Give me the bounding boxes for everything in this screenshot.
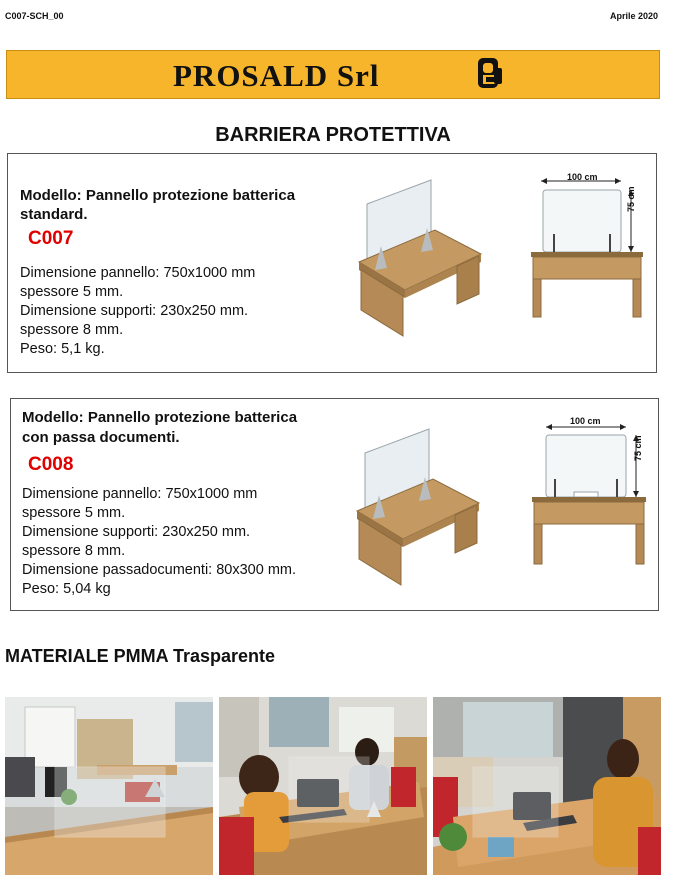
document-code: C007-SCH_00	[5, 11, 64, 21]
spec-line: spessore 5 mm.	[20, 284, 124, 300]
height-dimension-label: 75 cm	[633, 435, 643, 461]
brand-banner	[6, 50, 660, 99]
brand-name: PROSALD Srl	[173, 58, 380, 93]
spec-line: Peso: 5,04 kg	[22, 581, 111, 597]
width-dimension-label: 100 cm	[567, 172, 598, 182]
product-box-c008	[10, 398, 659, 611]
material-heading: MATERIALE PMMA Trasparente	[5, 646, 276, 666]
width-dimension-label: 100 cm	[570, 416, 601, 426]
brand-logo-icon	[476, 56, 506, 92]
spec-line: Dimensione pannello: 750x1000 mm	[22, 486, 258, 502]
desk-barrier-isometric-illustration	[353, 174, 493, 344]
spec-line: spessore 8 mm.	[20, 322, 124, 338]
product-code: C008	[28, 454, 74, 475]
document-date: Aprile 2020	[609, 11, 658, 21]
page-title: BARRIERA PROTETTIVA	[215, 124, 451, 146]
product-code: C007	[28, 228, 74, 249]
spec-line: spessore 5 mm.	[22, 505, 126, 521]
height-dimension-label: 75 cm	[626, 186, 636, 212]
spec-line: Dimensione supporti: 230x250 mm.	[20, 303, 249, 319]
product-box-c007	[7, 153, 657, 373]
spec-line: Dimensione pannello: 750x1000 mm	[20, 265, 256, 281]
product-specs	[22, 485, 296, 599]
product-specs	[20, 264, 255, 359]
office-photo-two-workers	[219, 697, 427, 875]
desk-barrier-passdoc-isometric-illustration	[351, 423, 491, 593]
spec-line: Dimensione supporti: 230x250 mm.	[22, 524, 251, 540]
product-model-line1: Modello: Pannello protezione batterica	[20, 187, 296, 204]
spec-line: spessore 8 mm.	[22, 543, 126, 559]
spec-line: Dimensione passadocumenti: 80x300 mm.	[22, 562, 297, 578]
spec-line: Peso: 5,1 kg.	[20, 341, 105, 357]
office-photo-empty-desk	[5, 697, 213, 875]
product-model-line2: con passa documenti.	[22, 429, 180, 446]
product-model-line1: Modello: Pannello protezione batterica	[22, 409, 298, 426]
office-photo-woman-laptop	[433, 697, 661, 875]
product-model-line2: standard.	[20, 206, 88, 223]
